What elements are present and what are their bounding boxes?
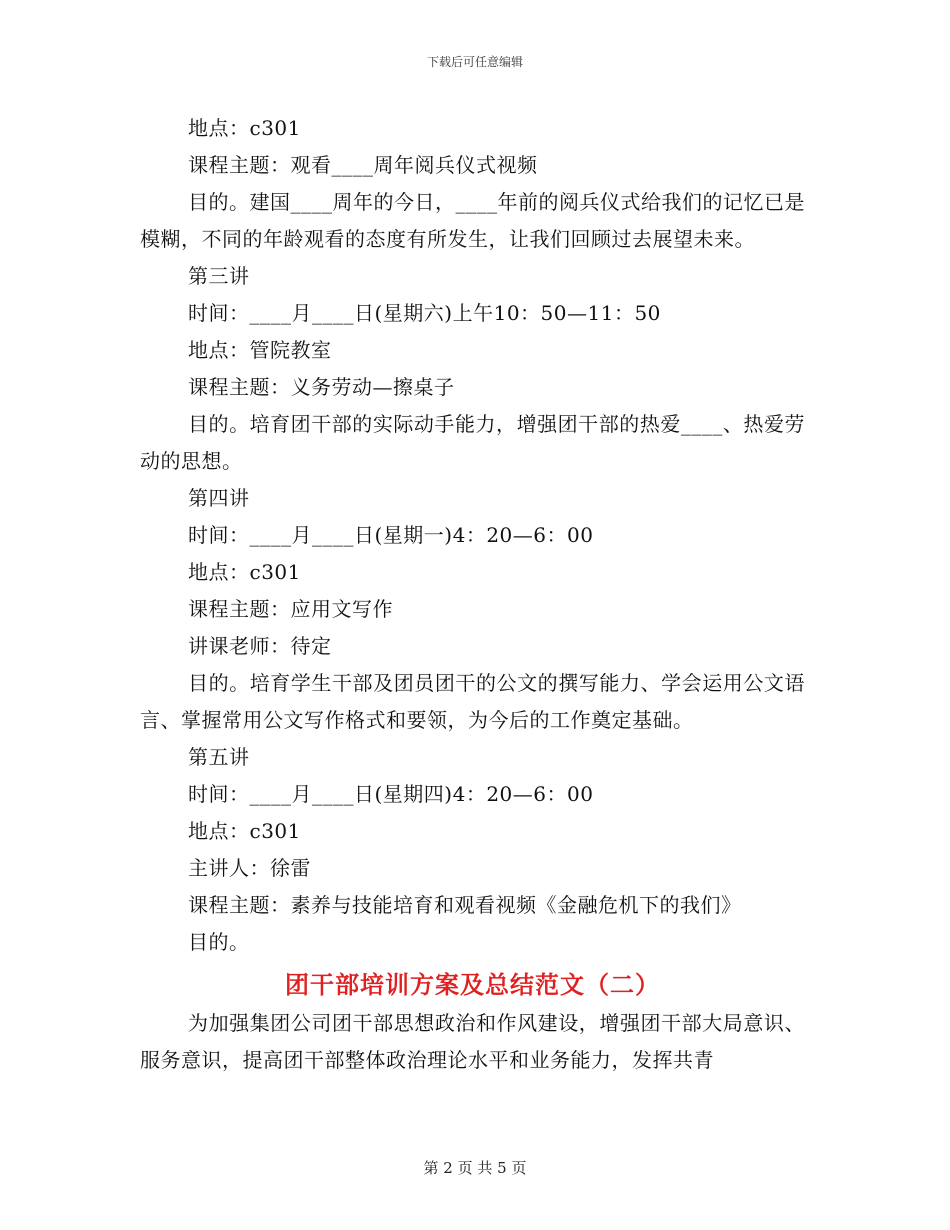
page-footer: 第 2 页 共 5 页 bbox=[423, 1159, 527, 1177]
lecture-title: 第三讲 bbox=[188, 264, 250, 288]
lecture-title: 第四讲 bbox=[188, 486, 250, 510]
purpose-paragraph: 目的。建国____周年的今日，____年前的阅兵仪式给我们的记忆已是模糊，不同的年龄观看的态度有所发生，让我们回顾过去展望未来。 bbox=[140, 190, 805, 251]
purpose-paragraph: 目的。培育学生干部及团员团干的公文的撰写能力、学会运用公文语言、掌握常用公文写作格式和要领，为今后的工作奠定基础。 bbox=[140, 671, 805, 732]
time-line: 时间：____月____日(星期四)4：20—6：00 bbox=[188, 782, 594, 806]
time-line: 时间：____月____日(星期六)上午10：50—11：50 bbox=[188, 301, 661, 325]
location-line: 地点：c301 bbox=[188, 116, 301, 140]
location-line: 地点：c301 bbox=[188, 560, 301, 584]
location-line: 地点：管院教室 bbox=[188, 338, 332, 362]
page-header: 下载后可任意编辑 bbox=[426, 55, 523, 69]
speaker-line: 主讲人：徐雷 bbox=[188, 856, 311, 880]
course-topic-line: 课程主题：观看____周年阅兵仪式视频 bbox=[188, 153, 538, 177]
location-line: 地点：c301 bbox=[188, 819, 301, 843]
section-heading: 团干部培训方案及总结范文（二） bbox=[285, 970, 660, 999]
course-topic-line: 课程主题：素养与技能培育和观看视频《金融危机下的我们》 bbox=[188, 893, 742, 917]
purpose-paragraph: 目的。培育团干部的实际动手能力，增强团干部的热爱____、热爱劳动的思想。 bbox=[140, 412, 805, 473]
document-body bbox=[140, 110, 805, 1079]
teacher-line: 讲课老师：待定 bbox=[188, 634, 332, 658]
time-line: 时间：____月____日(星期一)4：20—6：00 bbox=[188, 523, 594, 547]
course-topic-line: 课程主题：应用文写作 bbox=[188, 597, 393, 621]
purpose-line: 目的。 bbox=[188, 930, 250, 954]
lecture-title: 第五讲 bbox=[188, 745, 250, 769]
course-topic-line: 课程主题：义务劳动—擦桌子 bbox=[188, 375, 455, 399]
intro-paragraph: 为加强集团公司团干部思想政治和作风建设，增强团干部大局意识、服务意识，提高团干部整体政治理论水平和业务能力，发挥共青 bbox=[140, 1011, 805, 1072]
